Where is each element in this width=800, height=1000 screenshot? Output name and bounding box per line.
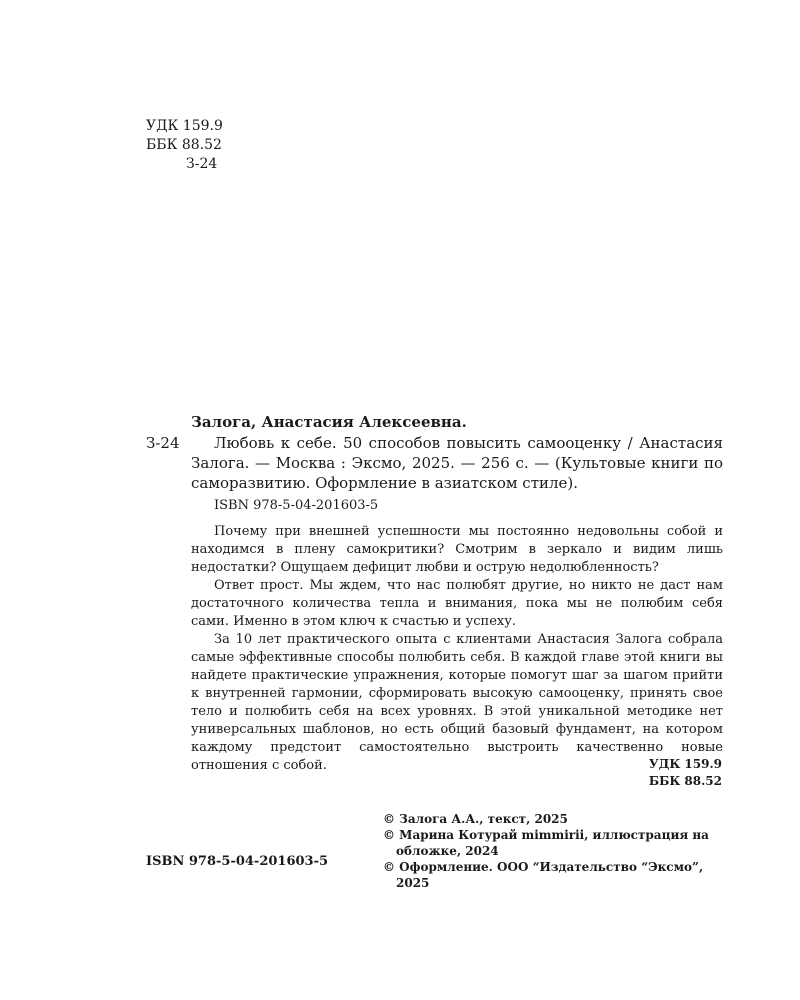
annotation-paragraph: Ответ прост. Мы ждем, что нас полюбят другие, но никто не даст нам достаточного количества тепла и внимания, пока мы не полюбим себя сами. Именно в этом ключ к счастью и успеху.: [191, 578, 723, 629]
top-classification: [146, 117, 223, 174]
bbk-code: ББК 88.52: [648, 774, 722, 788]
catalog-description: Любовь к себе. 50 способов повысить самооценку / Анастасия Залога. — Москва : Эксмо, 2025. — 256 с. — (Культовые книги по саморазвитию. Оформление в азиатском стиле).: [191, 434, 723, 492]
bbk-code: ББК 88.52: [146, 137, 222, 153]
author-mark: З-24: [186, 156, 218, 172]
copyright-design: © Оформление. ООО “Издательство “Эксмо”, 2025: [383, 860, 704, 890]
annotation-paragraph: За 10 лет практического опыта с клиентами Анастасия Залога собрала самые эффективные способы полюбить себя. В каждой главе этой книги вы найдете практические упражнения, которые помогут шаг за шагом прийти к внутренней гармонии, сформировать высокую самооценку, принять свое тело и полюбить себя на всех уровнях. В этой уникальной методике нет универсальных шаблонов, но есть общий базовый фундамент, на котором каждому предстоит самостоятельно выстроить качественно новые отношения с собой.: [191, 632, 723, 773]
catalog-isbn: ISBN 978-5-04-201603-5: [214, 498, 379, 513]
catalog-author-mark: З-24: [146, 434, 180, 452]
isbn-bottom: ISBN 978-5-04-201603-5: [146, 854, 329, 869]
udk-code: УДК 159.9: [648, 757, 722, 771]
copyright-text: © Залога А.А., текст, 2025: [383, 812, 568, 826]
udk-code: УДК 159.9: [146, 118, 223, 134]
catalog-author: Залога, Анастасия Алексеевна.: [191, 413, 467, 431]
copyright-illustration: © Марина Котурай mimmirii, иллюстрация на обложке, 2024: [383, 828, 709, 858]
annotation: [191, 523, 723, 775]
copyright-block: [383, 811, 728, 891]
annotation-paragraph: Почему при внешней успешности мы постоянно недовольны собой и находимся в плену самокритики? Смотрим в зеркало и видим лишь недостатки? Ощущаем дефицит любви и острую недолюбленность?: [191, 524, 723, 575]
bottom-classification: [649, 756, 722, 790]
